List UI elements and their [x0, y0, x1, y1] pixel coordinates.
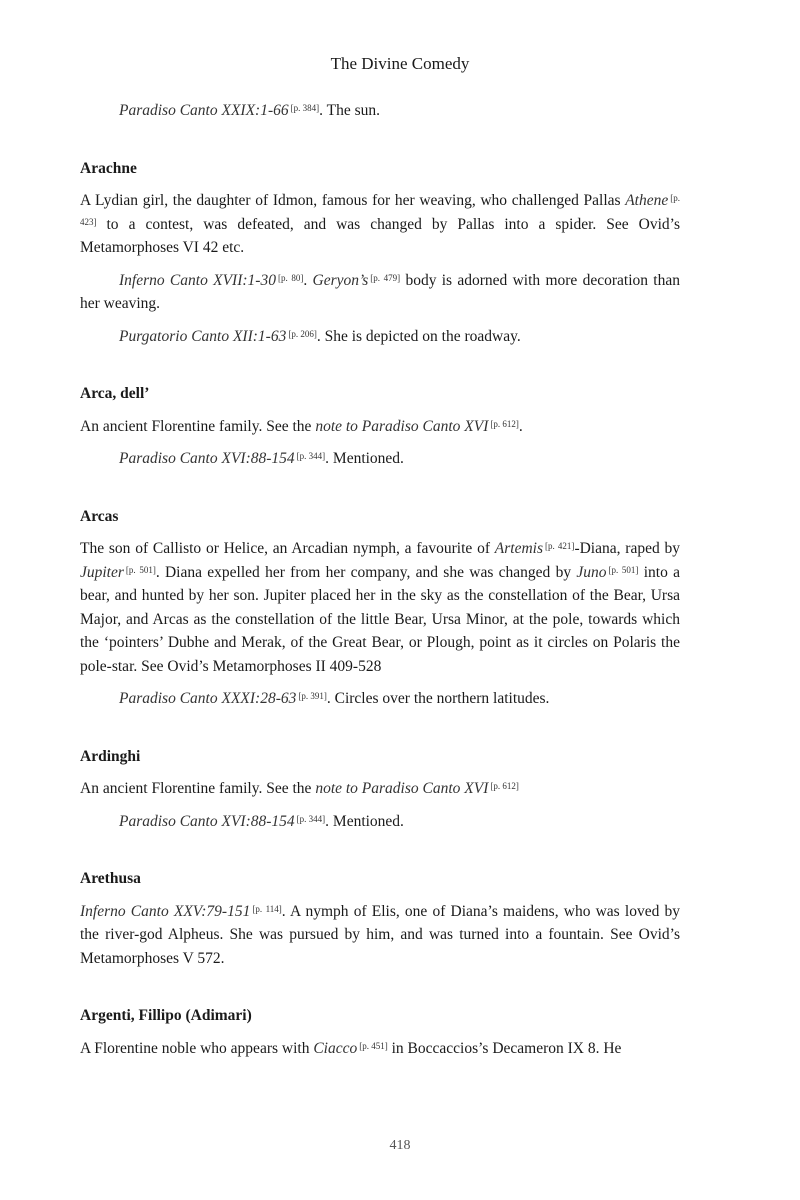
- canto-link[interactable]: Paradiso Canto XXIX:1-66: [119, 102, 289, 119]
- note-link[interactable]: note to Paradiso Canto XVI: [315, 780, 489, 797]
- canto-link[interactable]: Inferno Canto XXV:79-151: [80, 902, 251, 920]
- glossary-link-juno[interactable]: Juno: [576, 563, 607, 581]
- glossary-link-ciacco[interactable]: Ciacco: [313, 1039, 358, 1057]
- definition-paragraph: An ancient Florentine family. See the note to Paradiso Canto XVI [p. 612].: [80, 417, 523, 435]
- entry-heading-arachne: Arachne: [80, 159, 137, 177]
- page-ref-link[interactable]: [p. 612]: [490, 418, 519, 429]
- page-ref-link[interactable]: [p. 501]: [125, 564, 156, 575]
- page-ref-link[interactable]: [p. 114]: [252, 903, 282, 914]
- glossary-link-athene[interactable]: Athene: [625, 192, 669, 209]
- definition-paragraph: An ancient Florentine family. See the note to Paradiso Canto XVI [p. 612]: [80, 780, 519, 797]
- page-number: 418: [389, 1138, 411, 1153]
- definition-paragraph: A Lydian girl, the daughter of Idmon, famous for her weaving, who challenged Pallas Athene [p. 423] to a contest, was defeated, and was changed by Pallas into a spider. See Ovid’s Metamorphoses VI 42 etc.: [80, 192, 681, 256]
- citation-paragraph: Purgatorio Canto XII:1-63 [p. 206]. She is depicted on the roadway.: [119, 327, 521, 345]
- page-ref-link[interactable]: [p. 344]: [296, 813, 326, 824]
- glossary-link-artemis[interactable]: Artemis: [494, 540, 544, 557]
- page-ref-link[interactable]: [p. 391]: [298, 691, 327, 701]
- canto-link[interactable]: Paradiso Canto XVI:88-154: [119, 450, 295, 467]
- citation-paragraph: Paradiso Canto XVI:88-154 [p. 344]. Mentioned.: [119, 812, 404, 830]
- canto-link[interactable]: Inferno Canto XVII:1-30: [119, 271, 276, 289]
- entry-heading-ardinghi: Ardinghi: [80, 747, 141, 765]
- page-ref-link[interactable]: [p. 384]: [290, 103, 320, 113]
- page-ref-link[interactable]: [p. 421]: [545, 541, 575, 551]
- page-ref-link[interactable]: [p. 423]: [80, 193, 681, 227]
- citation-paragraph: Paradiso Canto XXIX:1-66 [p. 384]. The sun.: [119, 102, 380, 119]
- definition-paragraph: Inferno Canto XXV:79-151 [p. 114]. A nymph of Elis, one of Diana’s maidens, who was loved by the river-god Alpheus. She was pursued by him, and was turned into a fountain. See Ovid’s Metamorphoses V 572.: [80, 902, 680, 967]
- citation-paragraph: Paradiso Canto XVI:88-154 [p. 344]. Mentioned.: [119, 450, 404, 467]
- canto-link[interactable]: Purgatorio Canto XII:1-63: [119, 327, 287, 345]
- definition-paragraph: A Florentine noble who appears with Ciacco [p. 451] in Boccaccios’s Decameron IX 8. He: [80, 1039, 622, 1057]
- canto-link[interactable]: Paradiso Canto XVI:88-154: [119, 812, 295, 830]
- entry-heading-arethusa: Arethusa: [80, 870, 141, 887]
- definition-paragraph: The son of Callisto or Helice, an Arcadian nymph, a favourite of Artemis [p. 421]-Diana, raped by Jupiter [p. 501]. Diana expelled her from her company, and she was changed by Juno [p. 501] into a bear, and hunted by her son. Jupiter placed her in the sky as the constellation of the Bear, Ursa Major, and Arcas as the constellation of the little Bear, Ursa Minor, at the pole, towards which the ‘pointers’ Dubhe and Merak, of the Great Bear, or Plough, point as it circles on Polaris the pole-star. See Ovid’s Metamorphoses II 409-528: [80, 540, 681, 675]
- citation-paragraph: Paradiso Canto XXXI:28-63 [p. 391]. Circles over the northern latitudes.: [119, 690, 550, 707]
- page-ref-link[interactable]: [p. 80]: [277, 272, 304, 283]
- page-ref-link[interactable]: [p. 501]: [608, 564, 639, 575]
- glossary-link-jupiter[interactable]: Jupiter: [80, 563, 124, 581]
- page-ref-link[interactable]: [p. 451]: [359, 1040, 388, 1051]
- page-ref-link[interactable]: [p. 206]: [288, 328, 317, 339]
- citation-paragraph: Inferno Canto XVII:1-30 [p. 80]. Geryon’s [p. 479] body is adorned with more decoration than her weaving.: [80, 271, 680, 312]
- page-ref-link[interactable]: [p. 479]: [370, 272, 401, 283]
- running-header: The Divine Comedy: [330, 54, 470, 73]
- note-link[interactable]: note to Paradiso Canto XVI: [315, 417, 489, 435]
- entry-heading-arca: Arca, dell’: [80, 385, 150, 402]
- entry-heading-argenti: Argenti, Fillipo (Adimari): [80, 1007, 252, 1024]
- page-ref-link[interactable]: [p. 612]: [490, 781, 519, 791]
- glossary-body: [80, 99, 680, 1069]
- glossary-link-geryon[interactable]: Geryon’s: [312, 271, 369, 289]
- page-ref-link[interactable]: [p. 344]: [296, 451, 326, 461]
- entry-heading-arcas: Arcas: [80, 507, 119, 525]
- canto-link[interactable]: Paradiso Canto XXXI:28-63: [119, 690, 297, 707]
